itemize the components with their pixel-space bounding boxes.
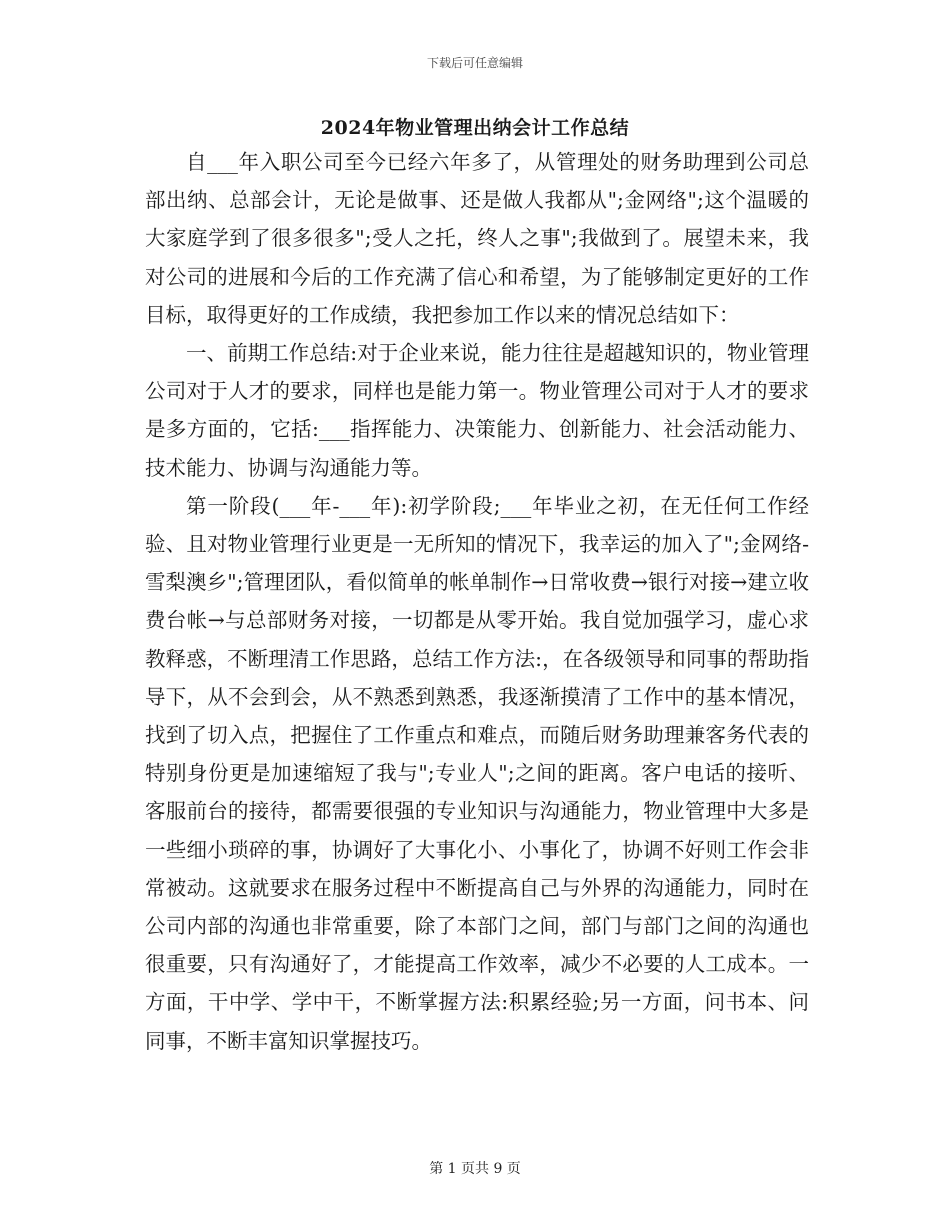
document-body <box>145 143 809 1060</box>
paragraph-section-one: 一、前期工作总结:对于企业来说，能力往往是超越知识的，物业管理公司对于人才的要求，同样也是能力第一。物业管理公司对于人才的要求是多方面的，它括:___指挥能力、决策能力、创新能力、社会活动能力、技术能力、协调与沟通能力等。 <box>145 341 809 480</box>
document-title: 2024年物业管理出纳会计工作总结 <box>320 117 630 139</box>
page-header-note: 下载后可任意编辑 <box>426 56 523 70</box>
paragraph-stage-one: 第一阶段(___年-___年):初学阶段;___年毕业之初，在无任何工作经验、且对物业管理行业更是一无所知的情况下，我幸运的加入了";金网络-雪梨澳乡";管理团队，看似简单的帐单制作→日常收费→银行对接→建立收费台帐→与总部财务对接，一切都是从零开始。我自觉加强学习，虚心求教释惑，不断理清工作思路，总结工作方法:，在各级领导和同事的帮助指导下，从不会到会，从不熟悉到熟悉，我逐渐摸清了工作中的基本情况，找到了切入点，把握住了工作重点和难点，而随后财务助理兼客务代表的特别身份更是加速缩短了我与";专业人";之间的距离。客户电话的接听、客服前台的接待，都需要很强的专业知识与沟通能力，物业管理中大多是一些细小琐碎的事，协调好了大事化小、小事化了，协调不好则工作会非常被动。这就要求在服务过程中不断提高自己与外界的沟通能力，同时在公司内部的沟通也非常重要，除了本部门之间，部门与部门之间的沟通也很重要，只有沟通好了，才能提高工作效率，减少不必要的人工成本。一方面，干中学、学中干，不断掌握方法:积累经验;另一方面，问书本、问同事，不断丰富知识掌握技巧。 <box>145 493 809 1053</box>
paragraph-intro: 自___年入职公司至今已经六年多了，从管理处的财务助理到公司总部出纳、总部会计，无论是做事、还是做人我都从";金网络";这个温暖的大家庭学到了很多很多";受人之托，终人之事";我做到了。展望未来，我对公司的进展和今后的工作充满了信心和希望，为了能够制定更好的工作目标，取得更好的工作成绩，我把参加工作以来的情况总结如下： <box>145 150 809 327</box>
page-number: 第 1 页共 9 页 <box>429 1161 521 1177</box>
